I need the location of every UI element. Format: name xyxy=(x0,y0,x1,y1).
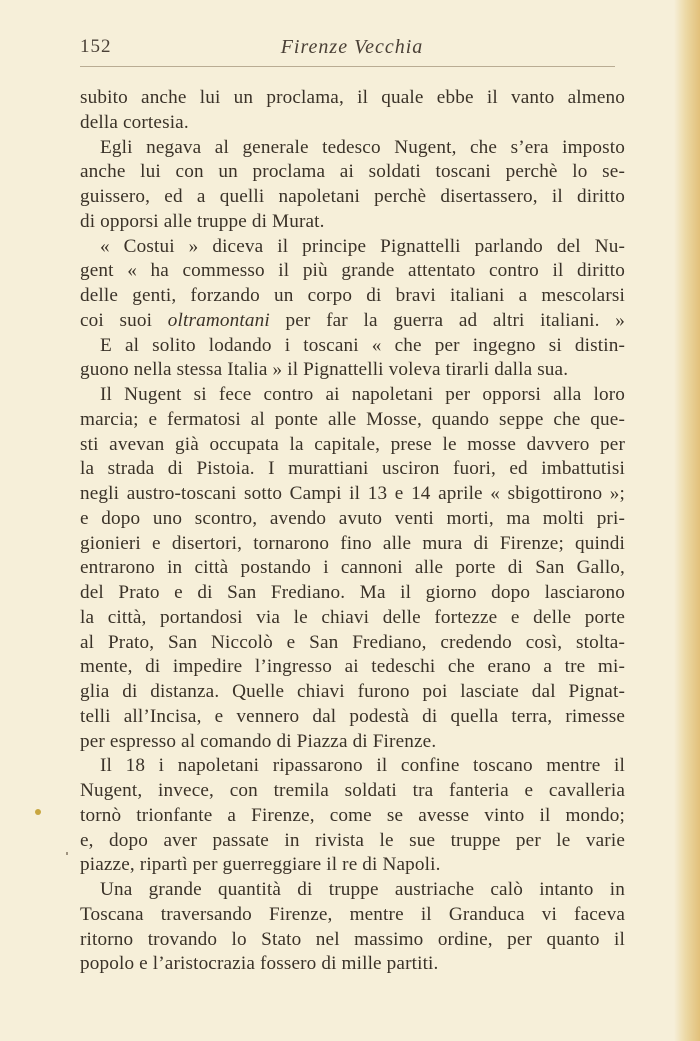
text-line: E al solito lodando i toscani « che per ingegno si distin- xyxy=(100,334,625,356)
running-title: Firenze Vecchia xyxy=(280,36,424,58)
text-line: Nugent, invece, con tremila soldati tra fanteria e cavalleria xyxy=(80,780,625,801)
body-text xyxy=(80,86,625,977)
page-number: 152 xyxy=(80,36,112,57)
text-line: negli austro-toscani sotto Campi il 13 e 14 aprile « sbigottirono »; xyxy=(80,483,625,504)
text-line: sti avevan già occupata la capitale, prese le mosse davvero per xyxy=(80,433,625,455)
text-line: ritorno trovando lo Stato nel massimo ordine, per quanto il xyxy=(80,928,625,950)
text-line: Egli negava al generale tedesco Nugent, che s’era imposto xyxy=(100,136,625,158)
text-line: anche lui con un proclama ai soldati toscani perchè lo se- xyxy=(80,161,625,183)
text-line: di opporsi alle truppe di Murat. xyxy=(80,210,325,232)
text-line: marcia; e fermatosi al ponte alle Mosse, quando seppe che que- xyxy=(80,408,625,430)
italic-word: oltramontani xyxy=(167,309,270,331)
text-line: del Prato e di San Frediano. Ma il giorno dopo lasciarono xyxy=(80,582,625,603)
header-rule xyxy=(80,66,615,67)
text-line: la città, portandosi via le chiavi delle fortezze e delle porte xyxy=(80,606,625,628)
text-line: entrarono in città postando i cannoni alle porte di San Gallo, xyxy=(80,557,625,579)
text-line: e dopo uno scontro, avendo avuto venti morti, ma molti pri- xyxy=(80,507,625,529)
text-line: guissero, ed a quelli napoletani perchè disertassero, il diritto xyxy=(80,186,625,207)
ink-speck xyxy=(66,852,68,855)
text-line: la strada di Pistoia. I murattiani usciron fuori, ed imbattutisi xyxy=(80,458,625,480)
text-line: delle genti, forzando un corpo di bravi italiani a mescolarsi xyxy=(80,285,625,306)
text-line: Toscana traversando Firenze, mentre il Granduca vi faceva xyxy=(80,903,625,925)
text-line: e, dopo aver passate in rivista le sue truppe per le varie xyxy=(80,829,625,851)
text-line: subito anche lui un proclama, il quale ebbe il vanto almeno xyxy=(80,87,625,108)
text-line: guono nella stessa Italia » il Pignattelli voleva tirarli dalla sua. xyxy=(80,359,569,381)
text-line: « Costui » diceva il principe Pignattelli parlando del Nu- xyxy=(100,235,625,257)
text-line: Il Nugent si fece contro ai napoletani per opporsi alla loro xyxy=(100,384,625,405)
page-edge xyxy=(674,0,700,1041)
text-line: gent « ha commesso il più grande attentato contro il diritto xyxy=(80,260,625,282)
text-line: glia di distanza. Quelle chiavi furono poi lasciate dal Pignat- xyxy=(80,681,625,702)
text-line: mente, di impedire l’ingresso ai tedeschi che erano a tre mi- xyxy=(80,656,625,678)
running-head xyxy=(80,36,624,66)
text-line: al Prato, San Niccolò e San Frediano, credendo così, stolta- xyxy=(80,631,625,653)
text-line: tornò trionfante a Firenze, come se avesse vinto il mondo; xyxy=(80,804,625,826)
text-line: telli all’Incisa, e vennero dal podestà di quella terra, rimesse xyxy=(80,705,625,727)
text-line: coi suoi oltramontani per far la guerra ad altri italiani. » xyxy=(80,309,626,331)
text-line: della cortesia. xyxy=(80,111,189,133)
ink-spot xyxy=(35,809,41,815)
text-line: gionieri e disertori, tornarono fino alle mura di Firenze; quindi xyxy=(80,532,625,554)
text-line: popolo e l’aristocrazia fossero di mille partiti. xyxy=(80,953,439,975)
text-line: Il 18 i napoletani ripassarono il confine toscano mentre il xyxy=(100,755,625,777)
text-line: per espresso al comando di Piazza di Firenze. xyxy=(80,730,437,752)
text-line: piazze, ripartì per guerreggiare il re di Napoli. xyxy=(80,854,441,876)
text-line: Una grande quantità di truppe austriache calò intanto in xyxy=(100,879,625,900)
